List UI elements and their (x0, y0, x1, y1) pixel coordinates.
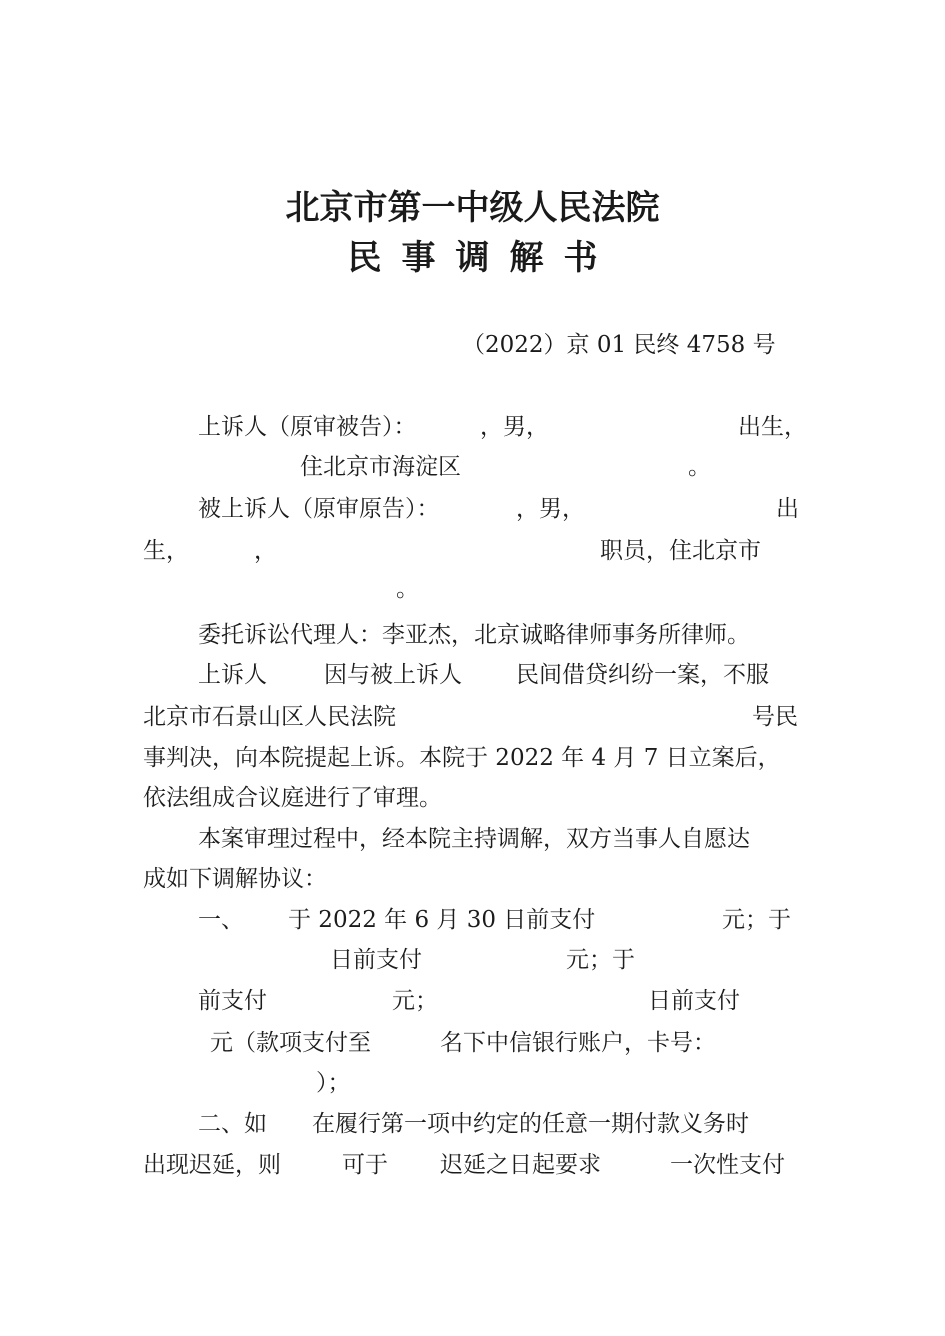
appeal-text-3: 民间借贷纠纷一案，不服 (516, 662, 769, 688)
clause-two-text: 在履行第一项中约定的任意一期付款义务时 (312, 1111, 749, 1137)
clause-two-delay: 出现迟延，则 (143, 1152, 281, 1178)
appellant-address-end: 。 (688, 454, 711, 480)
clause-two-start: 二、如 (198, 1111, 267, 1137)
case-number: （2022）京 01 民终 4758 号 (462, 332, 776, 358)
appellant-label: 上诉人（原审被告）： (198, 414, 417, 440)
clause-one-account-end: ）； (316, 1070, 351, 1096)
clause-one-payment-2: 日前支付 (330, 947, 422, 973)
appellee-birth-part2: 生， (143, 538, 189, 564)
appellee-address-end: 。 (396, 576, 419, 602)
clause-two-lump-sum: 一次性支付 (670, 1152, 785, 1178)
court-name: 北京市第一中级人民法院 (285, 188, 660, 228)
appellee-birth-part1: 出 (776, 496, 799, 522)
appellee-gender: ，男， (516, 496, 585, 522)
appellee-comma: ， (254, 538, 277, 564)
appeal-text-2: 因与被上诉人 (324, 662, 462, 688)
trial-text: 依法组成合议庭进行了审理。 (143, 785, 442, 811)
mediation-intro-1: 本案审理过程中，经本院主持调解，双方当事人自愿达 (198, 826, 750, 852)
mediation-intro-2: 成如下调解协议： (143, 866, 327, 892)
first-instance-court: 北京市石景山区人民法院 (143, 704, 396, 730)
clause-two-demand: 迟延之日起要求 (440, 1152, 601, 1178)
first-instance-case-end: 号民 (752, 704, 798, 730)
appeal-text-1: 上诉人 (198, 662, 267, 688)
clause-one-yuan-1: 元；于 (722, 907, 791, 933)
appellant-address: 住北京市海淀区 (300, 454, 461, 480)
agent-line: 委托诉讼代理人：李亚杰，北京诚略律师事务所律师。 (198, 622, 750, 648)
appellant-gender: ，男， (480, 414, 549, 440)
document-type-title: 民事调解书 (347, 238, 618, 278)
clause-one-yuan-2: 元；于 (566, 947, 635, 973)
appeal-filing: 事判决，向本院提起上诉。本院于 2022 年 4 月 7 日立案后， (143, 745, 781, 771)
clause-one-account-2: 名下中信银行账户，卡号： (440, 1030, 716, 1056)
appellee-label: 被上诉人（原审原告）： (198, 496, 440, 522)
clause-one-payment-3: 前支付 (198, 988, 267, 1014)
clause-one-yuan-3: 元； (392, 988, 438, 1014)
appellee-occupation-address: 职员，住北京市 (600, 538, 761, 564)
clause-one-payment-1: 于 2022 年 6 月 30 日前支付 (288, 907, 596, 933)
clause-one-account-1: 元（款项支付至 (210, 1030, 371, 1056)
clause-one-payment-4: 日前支付 (648, 988, 740, 1014)
clause-two-may: 可于 (342, 1152, 388, 1178)
appellant-birth: 出生， (738, 414, 807, 440)
clause-one-number: 一、 (198, 907, 244, 933)
